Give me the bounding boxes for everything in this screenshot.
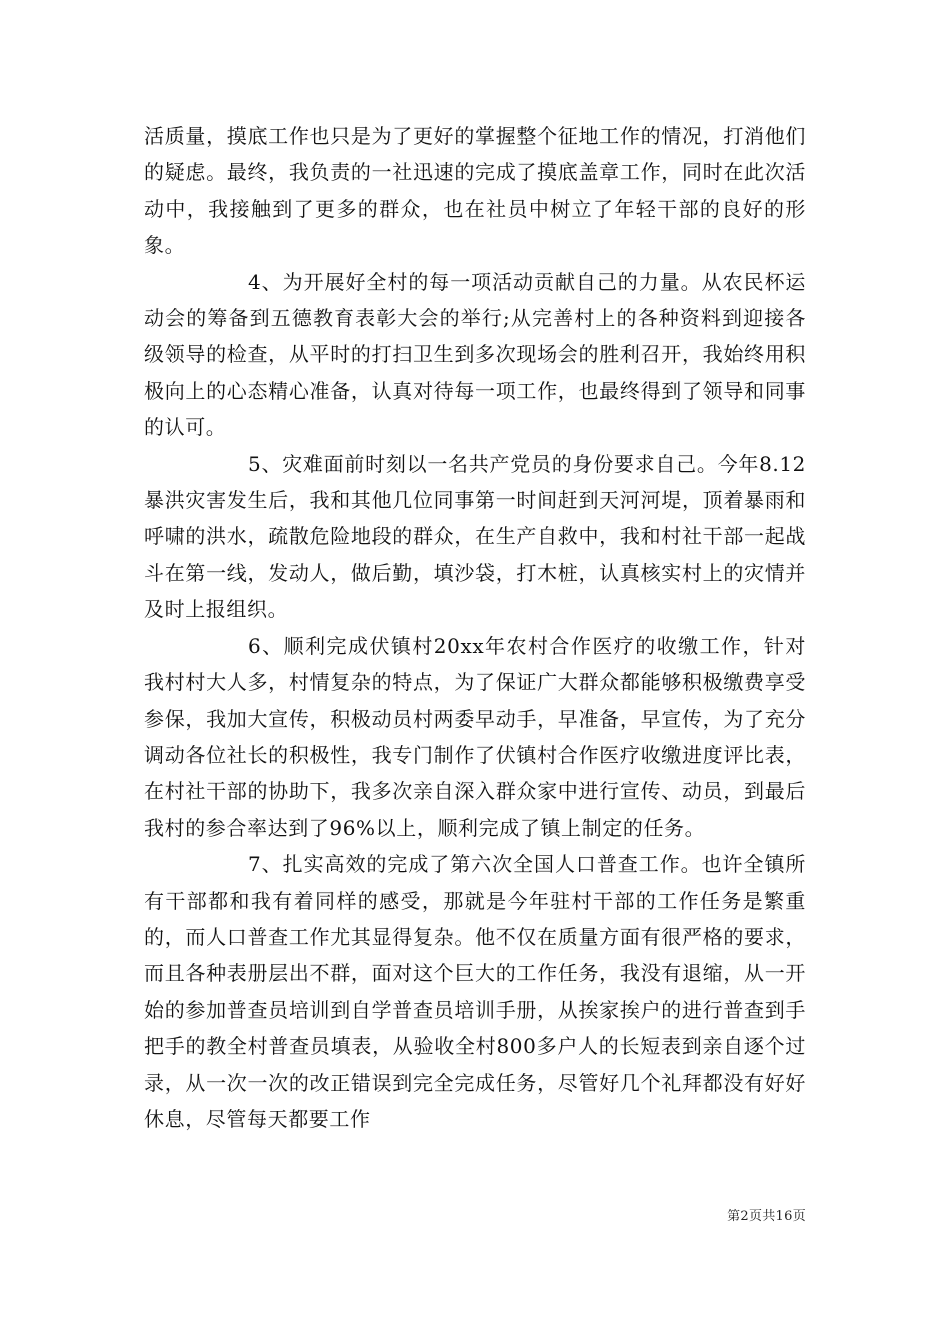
paragraph-item-5: 5、灾难面前时刻以一名共产党员的身份要求自己。今年8.12暴洪灾害发生后，我和其他几位同事第一时间赶到天河河堤，顶着暴雨和呼啸的洪水，疏散危险地段的群众，在生产自救中，我和村社干部一起战斗在第一线，发动人，做后勤，填沙袋，打木桩，认真核实村上的灾情并及时上报组织。: [144, 451, 806, 622]
paragraph-item-4: 4、为开展好全村的每一项活动贡献自己的力量。从农民杯运动会的筹备到五德教育表彰大会的举行;从完善村上的各种资料到迎接各级领导的检查，从平时的打扫卫生到多次现场会的胜利召开，我始终用积极向上的心态精心准备，认真对待每一项工作，也最终得到了领导和同事的认可。: [144, 269, 806, 440]
page-number-footer: 第2页共16页: [727, 1209, 806, 1224]
document-body: [144, 118, 806, 1137]
paragraph-item-6: 6、顺利完成伏镇村20xx年农村合作医疗的收缴工作，针对我村村大人多，村情复杂的特点，为了保证广大群众都能够积极缴费享受参保，我加大宣传，积极动员村两委早动手，早准备，早宣传，为了充分调动各位社长的积极性，我专门制作了伏镇村合作医疗收缴进度评比表，在村社干部的协助下，我多次亲自深入群众家中进行宣传、动员，到最后我村的参合率达到了96%以上，顺利完成了镇上制定的任务。: [144, 633, 806, 840]
paragraph-continuation: 活质量，摸底工作也只是为了更好的掌握整个征地工作的情况，打消他们的疑虑。最终，我负责的一社迅速的完成了摸底盖章工作，同时在此次活动中，我接触到了更多的群众，也在社员中树立了年轻干部的良好的形象。: [144, 124, 806, 258]
paragraph-item-7: 7、扎实高效的完成了第六次全国人口普查工作。也许全镇所有干部都和我有着同样的感受，那就是今年驻村干部的工作任务是繁重的，而人口普查工作尤其显得复杂。他不仅在质量方面有很严格的要求，而且各种表册层出不群，面对这个巨大的工作任务，我没有退缩，从一开始的参加普查员培训到自学普查员培训手册，从挨家挨户的进行普查到手把手的教全村普查员填表，从验收全村800多户人的长短表到亲自逐个过录，从一次一次的改正错误到完全完成任务，尽管好几个礼拜都没有好好休息，尽管每天都要工作: [144, 852, 806, 1131]
